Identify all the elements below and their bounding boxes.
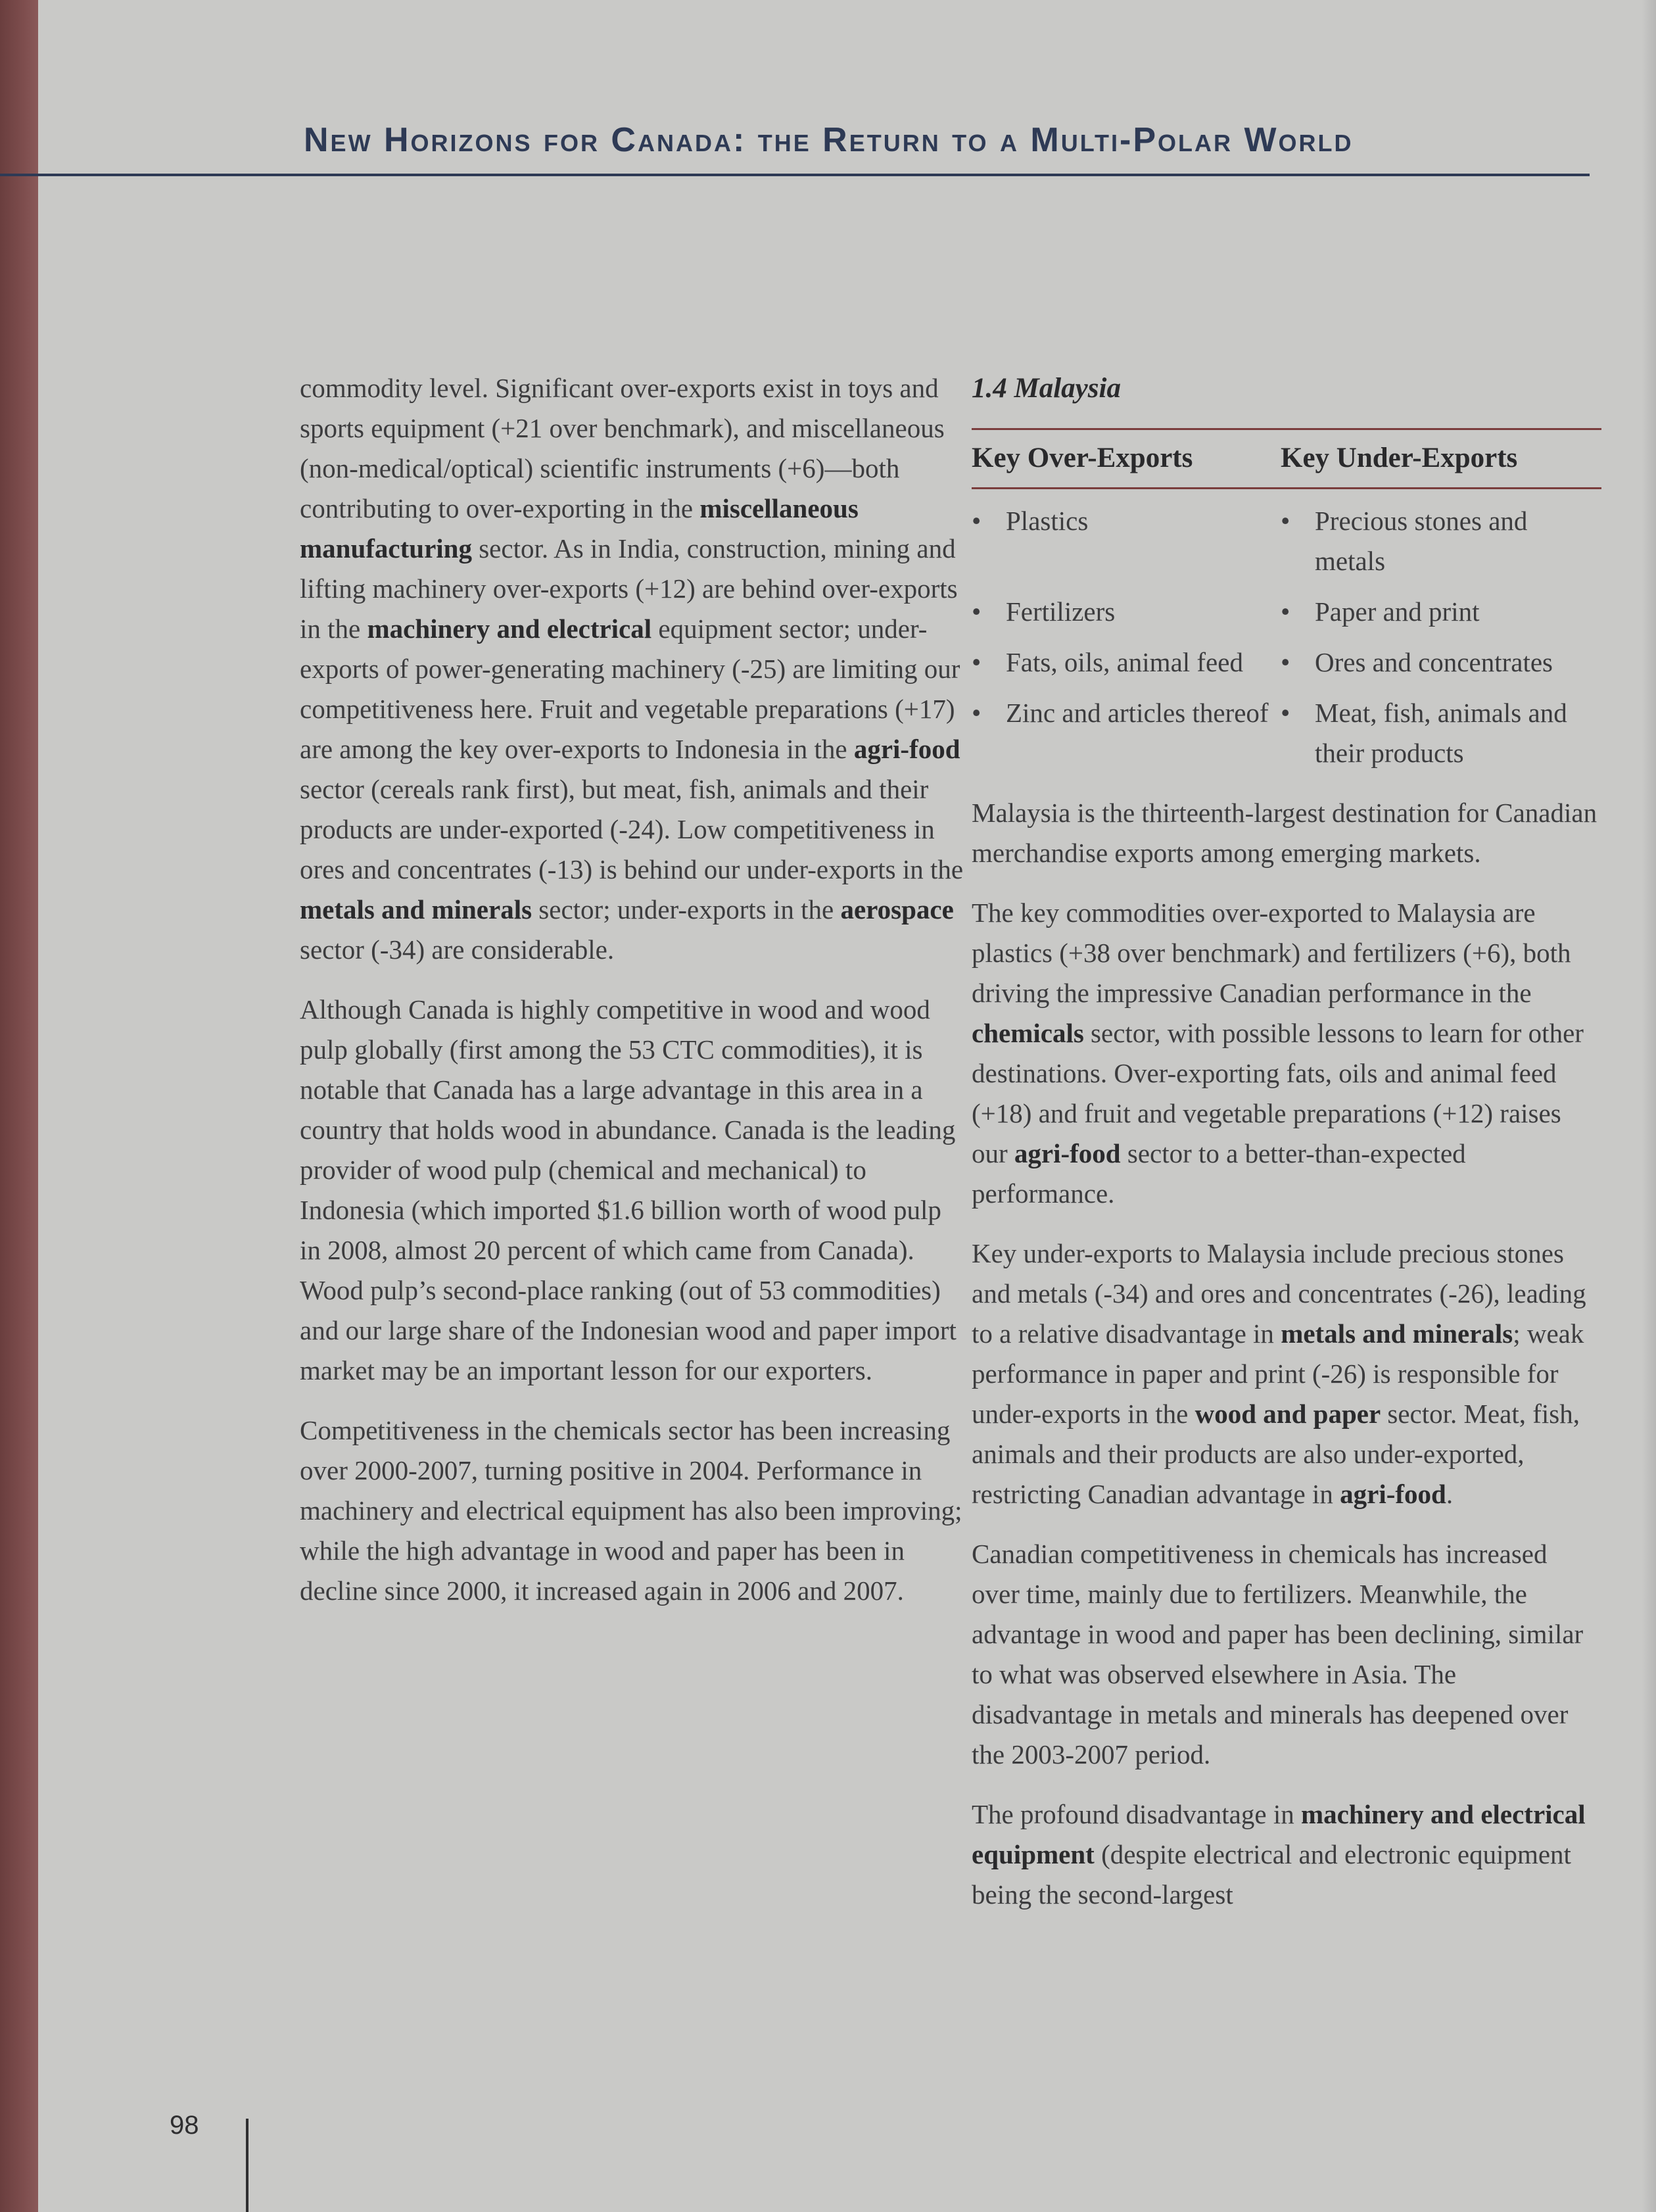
right-paragraph-1: Malaysia is the thirteenth-largest destination for Canadian merchandise exports among emerging markets. xyxy=(972,798,1597,868)
left-paragraph-1: commodity level. Significant over-exports exist in toys and sports equipment (+21 over benchmark), and miscellaneous (non-medical/optical) scientific instruments (+6)—both contributing to over-exporting in the miscellaneous manufacturing sector. As in India, construction, mining and lifting machinery over-exports (+12) are behind over-exports in the machinery and electrical equipment sector; under-exports of power-generating machinery (-25) are limiting our competitiveness here. Fruit and vegetable preparations (+17) are among the key over-exports to Indonesia in the agri-food sector (cereals rank first), but meat, fish, animals and their products are under-exported (-24). Low competitiveness in ores and concentrates (-13) is behind our under-exports in the metals and minerals sector; under-exports in the aerospace sector (-34) are considerable. xyxy=(300,373,964,965)
bullet-icon: • xyxy=(1281,506,1290,536)
book-spine xyxy=(0,0,38,2212)
over-export-cell: • Fats, oils, animal feed xyxy=(972,642,1281,683)
running-header-title: New Horizons for Canada: the Return to a Multi-Polar World xyxy=(304,121,1354,159)
bold-term: wood and paper xyxy=(1195,1399,1381,1429)
under-export-cell: • Precious stones and metals xyxy=(1281,501,1601,581)
key-exports-table xyxy=(972,428,1601,489)
bold-term: metals and minerals xyxy=(300,894,532,925)
bold-term: agri-food xyxy=(1014,1138,1121,1168)
right-paragraph-3: Key under-exports to Malaysia include precious stones and metals (-34) and ores and concentrates (-26), leading to a relative disadvantage in metals and minerals; weak performance in paper and print (-26) is responsible for under-exports in the wood and paper sector. Meat, fish, animals and their products are also under-exported, restricting Canadian advantage in agri-food. xyxy=(972,1238,1586,1509)
folio-rule xyxy=(246,2119,248,2212)
right-paragraph-2: The key commodities over-exported to Malaysia are plastics (+38 over benchmark) and fertilizers (+6), both driving the impressive Canadian performance in the chemicals sector, with possible lessons to learn for other destinations. Over-exporting fats, oils and animal feed (+18) and fruit and vegetable preparations (+12) raises our agri-food sector to a better-than-expected performance. xyxy=(972,898,1584,1209)
header-rule xyxy=(0,174,1590,176)
bullet-icon: • xyxy=(972,506,982,536)
bold-term: agri-food xyxy=(1340,1479,1446,1509)
table-row xyxy=(972,642,1601,683)
bullet-icon: • xyxy=(1281,698,1290,728)
left-paragraph-3: Competitiveness in the chemicals sector has been increasing over 2000-2007, turning positive in 2004. Performance in machinery and electrical equipment has also been improving; while the high advantage in wood and paper has been in decline since 2000, it increased again in 2006 and 2007. xyxy=(300,1415,962,1606)
right-paragraph-4: Canadian competitiveness in chemicals has increased over time, mainly due to fertilizers. Meanwhile, the advantage in wood and paper has been declining, similar to what was observed elsewhere in Asia. The disadvantage in metals and minerals has deepened over the 2003-2007 period. xyxy=(972,1539,1584,1769)
bullet-icon: • xyxy=(1281,596,1290,627)
left-column xyxy=(300,368,967,1631)
header-key-under-exports: Key Under-Exports xyxy=(1281,443,1518,473)
page-number: 98 xyxy=(170,2111,199,2140)
over-export-cell: • Fertilizers xyxy=(972,592,1281,632)
bold-term: metals and minerals xyxy=(1281,1318,1513,1349)
bullet-icon: • xyxy=(1281,647,1290,677)
bold-term: agri-food xyxy=(853,734,960,764)
bullet-icon: • xyxy=(972,596,982,627)
bullet-icon: • xyxy=(972,647,982,677)
bold-term: machinery and electrical equipment xyxy=(972,1799,1586,1869)
table-row xyxy=(972,501,1601,581)
over-export-cell: • Plastics xyxy=(972,501,1281,581)
bold-term: chemicals xyxy=(972,1018,1084,1048)
header-key-over-exports: Key Over-Exports xyxy=(972,443,1193,473)
bullet-icon: • xyxy=(972,698,982,728)
right-column xyxy=(972,368,1601,1935)
bold-term: aerospace xyxy=(840,894,954,925)
table-row xyxy=(972,693,1601,773)
right-paragraph-5: The profound disadvantage in machinery and electrical equipment (despite electrical and electronic equipment being the second-largest xyxy=(972,1799,1586,1910)
bold-term: miscellaneous manufacturing xyxy=(300,493,859,564)
under-export-cell: • Meat, fish, animals and their products xyxy=(1281,693,1601,773)
table-row xyxy=(972,592,1601,632)
bold-term: machinery and electrical xyxy=(367,613,652,644)
page-edge-shadow xyxy=(1642,0,1656,2212)
section-title-malaysia: 1.4 Malaysia xyxy=(972,373,1121,404)
left-paragraph-2: Although Canada is highly competitive in wood and wood pulp globally (first among the 53 CTC commodities), it is notable that Canada has a large advantage in this area in a country that holds wood in abundance. Canada is the leading provider of wood pulp (chemical and mechanical) to Indonesia (which imported $1.6 billion worth of wood pulp in 2008, almost 20 percent of which came from Canada). Wood pulp’s second-place ranking (out of 53 commodities) and our large share of the Indonesian wood and paper import market may be an important lesson for our exporters. xyxy=(300,994,957,1385)
key-exports-table-body xyxy=(972,489,1601,773)
under-export-cell: • Paper and print xyxy=(1281,592,1601,632)
key-exports-table-header xyxy=(972,430,1601,487)
under-export-cell: • Ores and concentrates xyxy=(1281,642,1601,683)
over-export-cell: • Zinc and articles thereof xyxy=(972,693,1281,773)
